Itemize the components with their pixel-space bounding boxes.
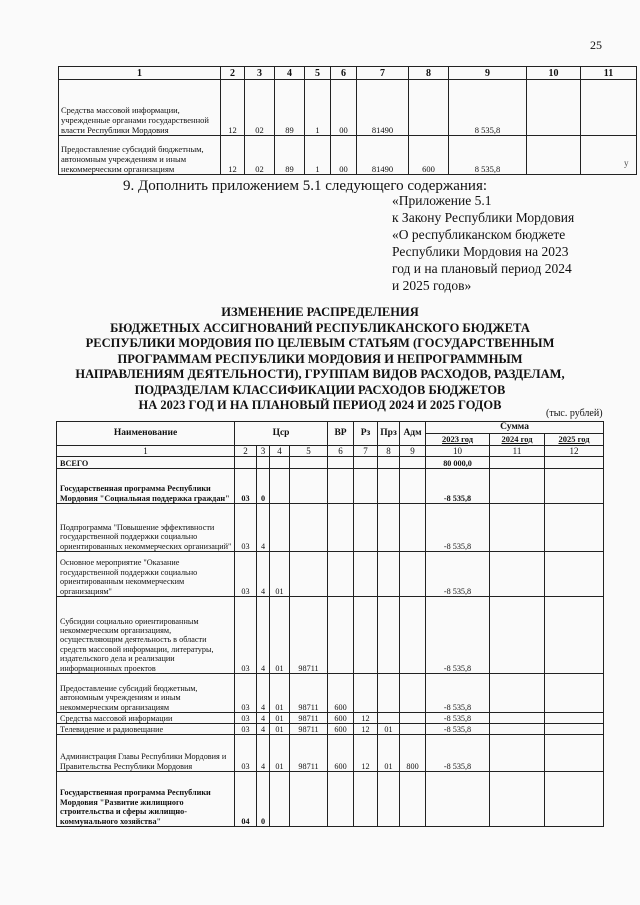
sum-2023: -8 535,8 — [426, 735, 490, 772]
col-number: 2 — [235, 446, 257, 457]
csr-program: 03 — [235, 504, 257, 552]
units-label: (тыс. рублей) — [546, 408, 603, 419]
prz-cell: 01 — [378, 724, 400, 735]
budget-table — [56, 421, 604, 827]
vr-cell — [328, 772, 354, 827]
table-row — [57, 772, 604, 827]
sum-2024 — [490, 674, 545, 713]
row-name: Государственная программа Республики Мордовия "Развитие жилищного строительства и сферы жилищно-коммунального хозяйства" — [57, 772, 235, 827]
table-row — [57, 713, 604, 724]
vr-cell — [328, 552, 354, 597]
csr-event — [270, 457, 290, 469]
csr-program: 03 — [235, 552, 257, 597]
row-name: Предоставление субсидий бюджетным, автономным учреждениям и иным некоммерческим организациям — [57, 674, 235, 713]
header-2024: 2024 год — [490, 434, 545, 446]
table-row — [57, 469, 604, 504]
row-name: Телевидение и радиовещание — [57, 724, 235, 735]
col-number: 5 — [290, 446, 328, 457]
title-line: ИЗМЕНЕНИЕ РАСПРЕДЕЛЕНИЯ — [221, 305, 419, 319]
row-name: Предоставление субсидий бюджетным, автономным учреждениям и иным некоммерческим организациям — [59, 136, 221, 175]
row-name: Средства массовой информации, учрежденные органами государственной власти Республики Мордовия — [59, 80, 221, 136]
csr-direction — [290, 457, 328, 469]
title-line: РЕСПУБЛИКИ МОРДОВИЯ ПО ЦЕЛЕВЫМ СТАТЬЯМ (ГОСУДАРСТВЕННЫМ — [85, 336, 555, 350]
sum-2023: -8 535,8 — [426, 504, 490, 552]
adm-cell — [400, 504, 426, 552]
sum-2025 — [545, 674, 604, 713]
sum-2025 — [545, 457, 604, 469]
csr-direction — [290, 772, 328, 827]
sum-2023: -8 535,8 — [426, 469, 490, 504]
prz-cell: 01 — [378, 735, 400, 772]
csr-program: 03 — [235, 597, 257, 674]
appendix-note-line: Республики Мордовия на 2023 — [392, 244, 569, 259]
col-number: 4 — [270, 446, 290, 457]
rz-cell — [354, 772, 378, 827]
header-prz: Прз — [378, 422, 400, 446]
rz-cell — [354, 674, 378, 713]
csr-subprogram — [257, 457, 270, 469]
document-title — [40, 305, 600, 414]
prz-cell — [378, 597, 400, 674]
prz-cell — [378, 457, 400, 469]
title-line: НА 2023 ГОД И НА ПЛАНОВЫЙ ПЕРИОД 2024 И 2025 ГОДОВ — [138, 398, 502, 412]
vr-cell — [328, 597, 354, 674]
appendix-note-line: и 2025 годов» — [392, 278, 472, 293]
csr-program: 03 — [235, 735, 257, 772]
csr-program: 03 — [235, 469, 257, 504]
header-adm: Адм — [400, 422, 426, 446]
cell: 8 535,8 — [449, 136, 527, 175]
cell — [527, 136, 581, 175]
vr-cell — [328, 504, 354, 552]
cell: 02 — [245, 136, 275, 175]
csr-event — [270, 772, 290, 827]
cell — [409, 80, 449, 136]
table-row — [59, 136, 637, 175]
rz-cell: 12 — [354, 713, 378, 724]
table-row — [57, 552, 604, 597]
prz-cell — [378, 674, 400, 713]
adm-cell — [400, 674, 426, 713]
continuation-table — [58, 66, 637, 175]
col-number: 6 — [331, 67, 357, 80]
col-number: 9 — [400, 446, 426, 457]
sum-2025 — [545, 469, 604, 504]
prz-cell — [378, 772, 400, 827]
csr-program — [235, 457, 257, 469]
col-number: 3 — [257, 446, 270, 457]
prz-cell — [378, 713, 400, 724]
col-number: 8 — [409, 67, 449, 80]
csr-program: 03 — [235, 713, 257, 724]
cell: 81490 — [357, 80, 409, 136]
adm-cell — [400, 457, 426, 469]
cell: 600 — [409, 136, 449, 175]
cell — [527, 80, 581, 136]
sum-2025 — [545, 597, 604, 674]
sum-2025 — [545, 724, 604, 735]
continuation-table-header — [59, 67, 637, 80]
csr-event: 01 — [270, 735, 290, 772]
rz-cell: 12 — [354, 735, 378, 772]
cell: 81490 — [357, 136, 409, 175]
appendix-note-line: к Закону Республики Мордовия — [392, 210, 575, 225]
sum-2023: -8 535,8 — [426, 724, 490, 735]
adm-cell — [400, 469, 426, 504]
csr-direction — [290, 504, 328, 552]
csr-event — [270, 469, 290, 504]
col-number: 1 — [57, 446, 235, 457]
csr-event: 01 — [270, 713, 290, 724]
header-2023: 2023 год — [426, 434, 490, 446]
row-name: ВСЕГО — [57, 457, 235, 469]
rz-cell — [354, 469, 378, 504]
csr-direction: 98711 — [290, 597, 328, 674]
row-name: Администрация Главы Республики Мордовия и Правительства Республики Мордовия — [57, 735, 235, 772]
cell — [581, 80, 637, 136]
csr-event: 01 — [270, 552, 290, 597]
row-name: Государственная программа Республики Мордовия "Социальная поддержка граждан" — [57, 469, 235, 504]
col-number: 7 — [357, 67, 409, 80]
header-csr: Цср — [235, 422, 328, 446]
csr-subprogram: 4 — [257, 724, 270, 735]
sum-2023: -8 535,8 — [426, 713, 490, 724]
prz-cell — [378, 552, 400, 597]
sum-2024 — [490, 457, 545, 469]
csr-subprogram: 4 — [257, 597, 270, 674]
csr-subprogram: 4 — [257, 674, 270, 713]
rz-cell — [354, 457, 378, 469]
sum-2024 — [490, 735, 545, 772]
cell: 00 — [331, 80, 357, 136]
rz-cell — [354, 504, 378, 552]
csr-event: 01 — [270, 724, 290, 735]
csr-event: 01 — [270, 597, 290, 674]
csr-subprogram: 0 — [257, 469, 270, 504]
sum-2023: -8 535,8 — [426, 674, 490, 713]
appendix-note-line: год и на плановый период 2024 — [392, 261, 572, 276]
column-numbers-row — [57, 446, 604, 457]
csr-direction: 98711 — [290, 724, 328, 735]
sum-2023: -8 535,8 — [426, 552, 490, 597]
csr-subprogram: 4 — [257, 713, 270, 724]
table-row — [59, 80, 637, 136]
header-name: Наименование — [57, 422, 235, 446]
csr-program: 03 — [235, 724, 257, 735]
col-number: 9 — [449, 67, 527, 80]
header-sum: Сумма — [426, 422, 604, 434]
title-line: ПРОГРАММАМ РЕСПУБЛИКИ МОРДОВИЯ И НЕПРОГРАММНЫМ — [117, 351, 523, 366]
table-row — [57, 735, 604, 772]
col-number: 4 — [275, 67, 305, 80]
csr-direction: 98711 — [290, 674, 328, 713]
sum-2024 — [490, 772, 545, 827]
table-header-row — [57, 422, 604, 434]
prz-cell — [378, 504, 400, 552]
csr-direction — [290, 469, 328, 504]
header-rz: Рз — [354, 422, 378, 446]
sum-2024 — [490, 597, 545, 674]
sum-2025 — [545, 772, 604, 827]
rz-cell — [354, 597, 378, 674]
cell: 89 — [275, 136, 305, 175]
col-number: 10 — [527, 67, 581, 80]
table-row — [57, 724, 604, 735]
table-row — [57, 674, 604, 713]
col-number: 1 — [59, 67, 221, 80]
csr-direction — [290, 552, 328, 597]
sum-2025 — [545, 552, 604, 597]
appendix-note — [392, 192, 612, 294]
col-number: 12 — [545, 446, 604, 457]
sum-2024 — [490, 504, 545, 552]
cell — [581, 136, 637, 175]
csr-direction: 98711 — [290, 713, 328, 724]
sum-2023: 80 000,0 — [426, 457, 490, 469]
cell: 89 — [275, 80, 305, 136]
adm-cell — [400, 772, 426, 827]
cell: 00 — [331, 136, 357, 175]
row-name: Подпрограмма "Повышение эффективности государственной поддержки социально ориентированных некоммерческих организаций" — [57, 504, 235, 552]
cell: 12 — [221, 80, 245, 136]
vr-cell: 600 — [328, 674, 354, 713]
rz-cell: 12 — [354, 724, 378, 735]
vr-cell: 600 — [328, 724, 354, 735]
csr-direction: 98711 — [290, 735, 328, 772]
csr-subprogram: 0 — [257, 772, 270, 827]
row-name: Основное мероприятие "Оказание государственной поддержки социально ориентированным некоммерческим организациям" — [57, 552, 235, 597]
item-9-text: 9. Дополнить приложением 5.1 следующего содержания: — [123, 178, 488, 194]
csr-program: 03 — [235, 674, 257, 713]
vr-cell: 600 — [328, 713, 354, 724]
table-row — [57, 457, 604, 469]
sum-2025 — [545, 735, 604, 772]
col-number: 5 — [305, 67, 331, 80]
col-number: 10 — [426, 446, 490, 457]
adm-cell — [400, 724, 426, 735]
title-line: НАПРАВЛЕНИЯМ ДЕЯТЕЛЬНОСТИ), ГРУППАМ ВИДОВ РАСХОДОВ, РАЗДЕЛАМ, — [75, 367, 565, 381]
cell: 12 — [221, 136, 245, 175]
row-name: Субсидии социально ориентированным некоммерческим организациям, осуществляющим деятельность в области средств массовой информации, литературы, издательского дела и реализации информационных проектов — [57, 597, 235, 674]
sum-2024 — [490, 552, 545, 597]
col-number: 11 — [581, 67, 637, 80]
adm-cell: 800 — [400, 735, 426, 772]
sum-2025 — [545, 504, 604, 552]
appendix-note-line: «О республиканском бюджете — [392, 227, 566, 242]
csr-subprogram: 4 — [257, 552, 270, 597]
stray-mark: у — [624, 158, 629, 168]
adm-cell — [400, 552, 426, 597]
col-number: 3 — [245, 67, 275, 80]
sum-2023: -8 535,8 — [426, 597, 490, 674]
page-number: 25 — [590, 38, 602, 52]
col-number: 6 — [328, 446, 354, 457]
title-line: ПОДРАЗДЕЛАМ КЛАССИФИКАЦИИ РАСХОДОВ БЮДЖЕТОВ — [134, 382, 506, 397]
adm-cell — [400, 597, 426, 674]
csr-event — [270, 504, 290, 552]
cell: 1 — [305, 136, 331, 175]
sum-2023 — [426, 772, 490, 827]
col-number: 2 — [221, 67, 245, 80]
table-row — [57, 597, 604, 674]
header-vr: ВР — [328, 422, 354, 446]
cell: 02 — [245, 80, 275, 136]
sum-2024 — [490, 713, 545, 724]
sum-2024 — [490, 724, 545, 735]
col-number: 8 — [378, 446, 400, 457]
title-line: БЮДЖЕТНЫХ АССИГНОВАНИЙ РЕСПУБЛИКАНСКОГО БЮДЖЕТА — [110, 320, 530, 335]
cell: 1 — [305, 80, 331, 136]
col-number: 11 — [490, 446, 545, 457]
appendix-note-line: «Приложение 5.1 — [392, 193, 492, 208]
csr-subprogram: 4 — [257, 504, 270, 552]
vr-cell — [328, 457, 354, 469]
cell: 8 535,8 — [449, 80, 527, 136]
row-name: Средства массовой информации — [57, 713, 235, 724]
csr-subprogram: 4 — [257, 735, 270, 772]
header-2025: 2025 год — [545, 434, 604, 446]
csr-program: 04 — [235, 772, 257, 827]
vr-cell: 600 — [328, 735, 354, 772]
sum-2024 — [490, 469, 545, 504]
rz-cell — [354, 552, 378, 597]
csr-event: 01 — [270, 674, 290, 713]
table-row — [57, 504, 604, 552]
adm-cell — [400, 713, 426, 724]
vr-cell — [328, 469, 354, 504]
prz-cell — [378, 469, 400, 504]
sum-2025 — [545, 713, 604, 724]
col-number: 7 — [354, 446, 378, 457]
